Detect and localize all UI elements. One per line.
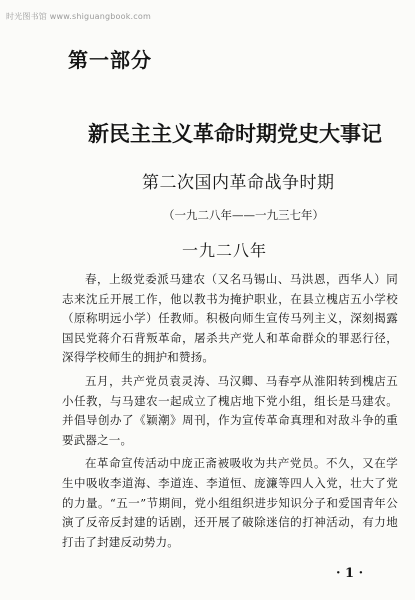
- period-range: （一九二八年——一九三七年）: [163, 208, 324, 222]
- paragraph-spring: 春，上级党委派马建农（又名马锡山、马洪恩，西华人）同志来沈丘开展工作，他以教书为掩护职业，在县立槐店五小学校（原称明远小学）任教师。积极向师生宣传马列主义，深刻揭露国民党蒋介石背叛革命，屠杀共产党人和革命群众的罪恶行径，深得学校师生的拥护和赞扬。: [62, 272, 398, 365]
- part-title: 第一部分: [68, 48, 152, 72]
- sub-title: 第二次国内革命战争时期: [142, 173, 335, 193]
- year-heading: 一九二八年: [182, 241, 268, 260]
- page-number: · 1 ·: [336, 566, 364, 581]
- body-text: [62, 270, 398, 556]
- paragraph-may: 五月，共产党员袁灵涛、马汉卿、马春亭从淮阳转到槐店五小任教，与马建农一起成立了槐店地下党小组，组长是马建农。并倡导创办了《颖潮》周刊，作为宣传革命真理和对敌斗争的重要武器之一。: [62, 373, 398, 447]
- main-title: 新民主主义革命时期党史大事记: [88, 122, 382, 146]
- watermark: 时光图书馆 www.shiguangbook.com: [6, 12, 151, 21]
- paragraph-propaganda: 在革命宣传活动中庞正斋被吸收为共产党员。不久，又在学生中吸收李道海、李道连、李道恒、庞濂等四人入党，壮大了党的力量。“五一”节期间，党小组组织进步知识分子和爱国青年公演了反帝反封建的话剧，还开展了破除迷信的打神活动，有力地打击了封建反动势力。: [62, 456, 398, 549]
